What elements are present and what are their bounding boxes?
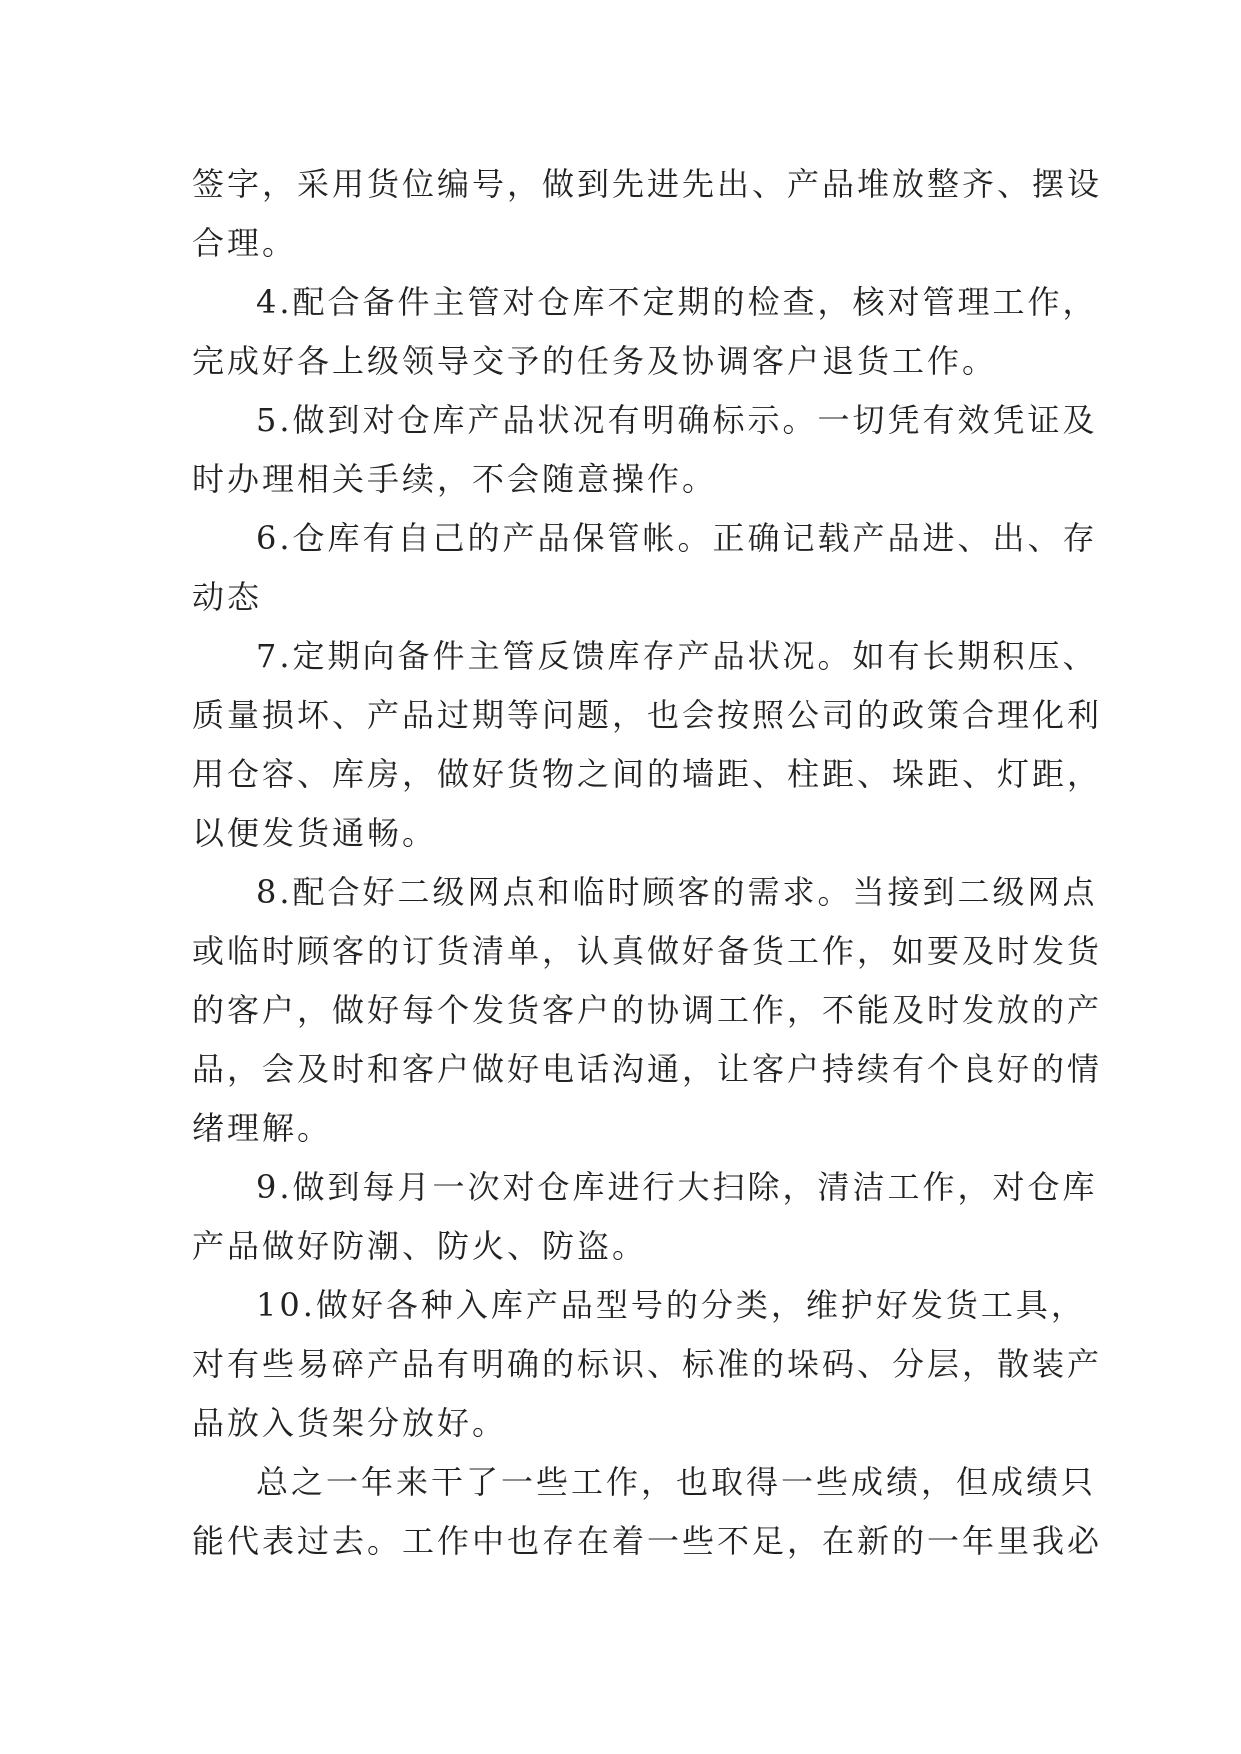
text-line: 8.配合好二级网点和临时顾客的需求。当接到二级网点 [256, 873, 1098, 911]
text-line: 动态 [192, 578, 263, 616]
text-line: 绪理解。 [192, 1109, 333, 1147]
text-line: 能代表过去。工作中也存在着一些不足，在新的一年里我必 [192, 1522, 1103, 1560]
text-line: 对有些易碎产品有明确的标识、标准的垛码、分层，散装产 [192, 1345, 1103, 1383]
text-line: 7.定期向备件主管反馈库存产品状况。如有长期积压、 [256, 637, 1098, 675]
text-line: 品，会及时和客户做好电话沟通，让客户持续有个良好的情 [192, 1050, 1103, 1088]
text-line: 4.配合备件主管对仓库不定期的检查，核对管理工作， [256, 283, 1098, 321]
text-line: 6.仓库有自己的产品保管帐。正确记载产品进、出、存 [256, 519, 1098, 557]
text-line: 的客户，做好每个发货客户的协调工作，不能及时发放的产 [192, 991, 1103, 1029]
text-line: 总之一年来干了一些工作，也取得一些成绩，但成绩只 [256, 1463, 1097, 1501]
text-line: 9.做到每月一次对仓库进行大扫除，清洁工作，对仓库 [256, 1168, 1098, 1206]
text-line: 以便发货通畅。 [192, 814, 438, 852]
text-line: 签字，采用货位编号，做到先进先出、产品堆放整齐、摆设 [192, 165, 1103, 203]
text-line: 时办理相关手续，不会随意操作。 [192, 460, 718, 498]
text-line: 品放入货架分放好。 [192, 1404, 508, 1442]
text-line: 5.做到对仓库产品状况有明确标示。一切凭有效凭证及 [256, 401, 1098, 439]
text-line: 完成好各上级领导交予的任务及协调客户退货工作。 [192, 342, 998, 380]
text-line: 质量损坏、产品过期等问题，也会按照公司的政策合理化利 [192, 696, 1103, 734]
text-line: 或临时顾客的订货清单，认真做好备货工作，如要及时发货 [192, 932, 1103, 970]
text-line: 产品做好防潮、防火、防盗。 [192, 1227, 648, 1265]
text-line: 10.做好各种入库产品型号的分类，维护好发货工具， [256, 1286, 1086, 1324]
text-line: 合理。 [192, 224, 298, 262]
text-line: 用仓容、库房，做好货物之间的墙距、柱距、垛距、灯距， [192, 755, 1103, 793]
